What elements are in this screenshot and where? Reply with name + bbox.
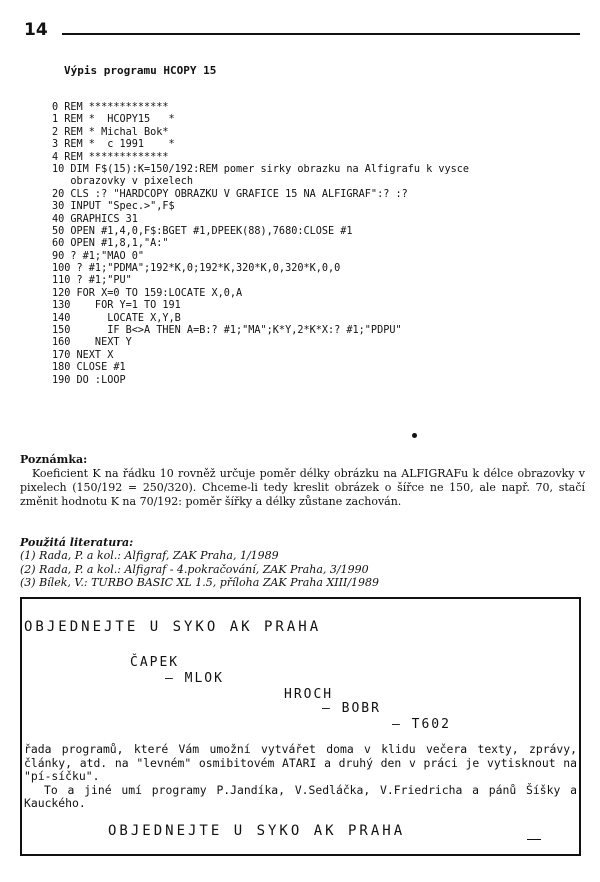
code-line: 2 REM * Michal Bok* — [52, 126, 169, 138]
header-rule — [62, 33, 580, 35]
ad-body-paragraph: řada programů, které Vám umožní vytvářet doma v klidu večera texty, zprávy, články, atd. na "levném" osmibitovém ATARI a druhý den v práci je vytisknout na "pí-síčku". — [24, 742, 577, 783]
literature-heading: Použitá literatura: — [20, 536, 134, 549]
literature-section — [20, 536, 585, 590]
code-line: obrazovky v pixelech — [52, 176, 194, 188]
code-line: 90 ? #1;"MAO 0" — [52, 250, 145, 262]
ad-body-paragraph: To a jiné umí programy P.Jandíka, V.Sedláčka, V.Friedricha a pánů Šíšky a Kauckého. — [24, 782, 577, 810]
program-listing — [52, 102, 469, 387]
code-line: 30 INPUT "Spec.>",F$ — [52, 201, 175, 213]
code-line: 100 ? #1;"PDMA";192*K,0;192*K,320*K,0,320*K,0,0 — [52, 263, 341, 275]
ad-body — [24, 743, 577, 811]
literature-item: (1) Rada, P. a kol.: Alfigraf, ZAK Praha, 1/1989 — [20, 549, 279, 563]
code-line: 50 OPEN #1,4,0,F$:BGET #1,DPEEK(88),7680:CLOSE #1 — [52, 225, 353, 237]
code-line: 160 NEXT Y — [52, 337, 132, 349]
literature-item: (2) Rada, P. a kol.: Alfigraf - 4.pokračování, ZAK Praha, 3/1990 — [20, 562, 369, 576]
code-line: 190 DO :LOOP — [52, 374, 126, 386]
notes-section — [20, 453, 585, 509]
code-line: 110 ? #1;"PU" — [52, 275, 132, 287]
code-line: 40 GRAPHICS 31 — [52, 213, 138, 225]
page-number: 14 — [24, 20, 48, 40]
code-line: 130 FOR Y=1 TO 191 — [52, 300, 181, 312]
code-line: 20 CLS :? "HARDCOPY OBRAZKU V GRAFICE 15 NA ALFIGRAF":? :? — [52, 188, 408, 200]
advertisement-box — [20, 597, 581, 856]
code-line: 180 CLOSE #1 — [52, 362, 126, 374]
code-line: 10 DIM F$(15):K=150/192:REM pomer sirky obrazku na Alfigrafu k vysce — [52, 163, 470, 175]
code-line: 150 IF B<>A THEN A=B:? #1;"MA";K*Y,2*K*X:? #1;"PDPU" — [52, 325, 402, 337]
ad-footer-headline: OBJEDNEJTE U SYKO AK PRAHA — [108, 823, 406, 839]
code-line: 4 REM ************* — [52, 151, 169, 163]
code-line: 60 OPEN #1,8,1,"A:" — [52, 238, 169, 250]
ad-item: HROCH — [284, 687, 334, 702]
code-line: 120 FOR X=0 TO 159:LOCATE X,0,A — [52, 287, 243, 299]
ad-underline-mark — [527, 839, 541, 840]
ad-item: ČAPEK — [130, 655, 180, 670]
literature-item: (3) Bílek, V.: TURBO BASIC XL 1.5, příloha ZAK Praha XIII/1989 — [20, 576, 380, 590]
ad-item: – BOBR — [322, 701, 381, 716]
notes-heading: Poznámka: — [20, 453, 88, 466]
program-title: Výpis programu HCOPY 15 — [64, 64, 217, 77]
ad-item: – MLOK — [165, 671, 224, 686]
code-line: 1 REM * HCOPY15 * — [52, 114, 175, 126]
ad-headline: OBJEDNEJTE U SYKO AK PRAHA — [24, 619, 322, 635]
code-line: 170 NEXT X — [52, 349, 114, 361]
ad-item: – T602 — [392, 717, 451, 732]
code-line: 0 REM ************* — [52, 102, 169, 113]
notes-text: Koeficient K na řádku 10 rovněž určuje poměr délky obrázku na ALFIGRAFu k délce obrazovky v pixelech (150/192 = 250/320). Chceme-li tedy kreslit obrázek o šířce ne 150, ale např. 70, stačí změnit hodnotu K na 70/192: poměr šířky a délky zůstane zachován. — [20, 467, 585, 508]
stray-dot — [412, 433, 417, 438]
code-line: 3 REM * c 1991 * — [52, 139, 175, 151]
code-line: 140 LOCATE X,Y,B — [52, 312, 181, 324]
